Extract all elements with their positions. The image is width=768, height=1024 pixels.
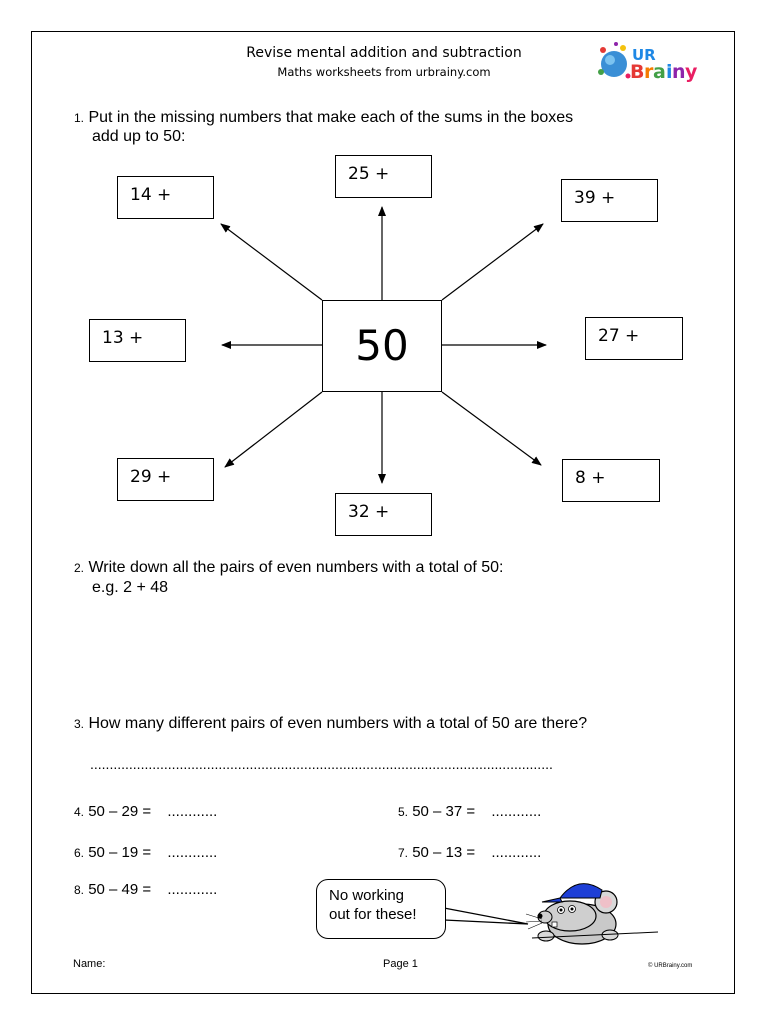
sum-box-left[interactable]: 13 + [89,319,186,362]
expression: 50 – 49 = [88,881,152,898]
answer-blank[interactable]: ............ [491,844,542,861]
center-number: 50 [322,300,442,392]
question-number: 7. [398,846,409,860]
question-number: 3. [74,717,85,731]
svg-text:r: r [644,61,654,83]
subtraction-5 [398,803,541,820]
bubble-line-1: No working [329,887,405,904]
mouse-illustration [432,872,660,952]
copyright: © URBrainy.com [648,963,693,969]
subtraction-4 [74,803,217,820]
subtraction-6 [74,844,217,861]
subtraction-7 [398,844,541,861]
question-text: Write down all the pairs of even numbers with a total of 50: [88,559,504,576]
svg-text:B: B [630,61,645,83]
question-number: 1. [74,111,85,125]
expression: 50 – 29 = [88,803,152,820]
question-1-line2: add up to 50: [92,128,186,145]
svg-text:i: i [666,61,673,83]
sum-box-top[interactable]: 25 + [335,155,432,198]
sum-box-bottom-left[interactable]: 29 + [117,458,214,501]
question-2-example: e.g. 2 + 48 [92,579,169,596]
svg-text:n: n [672,61,686,83]
worksheet-title: Revise mental addition and subtraction [246,45,522,61]
question-number: 5. [398,805,409,819]
sum-box-top-left[interactable]: 14 + [117,176,214,219]
bubble-line-2: out for these! [329,906,417,923]
question-2 [74,558,504,578]
answer-blank[interactable]: ............ [167,803,218,820]
svg-text:UR: UR [632,46,656,64]
answer-line[interactable]: ....................................................................................................................... [90,756,553,772]
question-number: 6. [74,846,85,860]
expression: 50 – 19 = [88,844,152,861]
question-text: How many different pairs of even numbers with a total of 50 are there? [88,715,588,732]
question-number: 2. [74,561,85,575]
svg-text:a: a [653,61,666,83]
answer-blank[interactable]: ............ [167,844,218,861]
sum-box-bottom[interactable]: 32 + [335,493,432,536]
svg-text:y: y [685,61,698,83]
subtraction-8 [74,881,217,898]
sum-box-right[interactable]: 27 + [585,317,683,360]
sum-box-bottom-right[interactable]: 8 + [562,459,660,502]
expression: 50 – 13 = [412,844,476,861]
name-label: Name: [73,958,106,970]
sum-box-top-right[interactable]: 39 + [561,179,658,222]
page-number: Page 1 [383,958,418,970]
answer-blank[interactable]: ............ [491,803,542,820]
question-number: 8. [74,883,85,897]
expression: 50 – 37 = [412,803,476,820]
question-number: 4. [74,805,85,819]
answer-blank[interactable]: ............ [167,881,218,898]
worksheet-subtitle: Maths worksheets from urbrainy.com [277,65,491,79]
question-text: Put in the missing numbers that make each of the sums in the boxes [88,109,574,126]
speech-bubble [316,879,446,939]
question-3 [74,714,587,734]
